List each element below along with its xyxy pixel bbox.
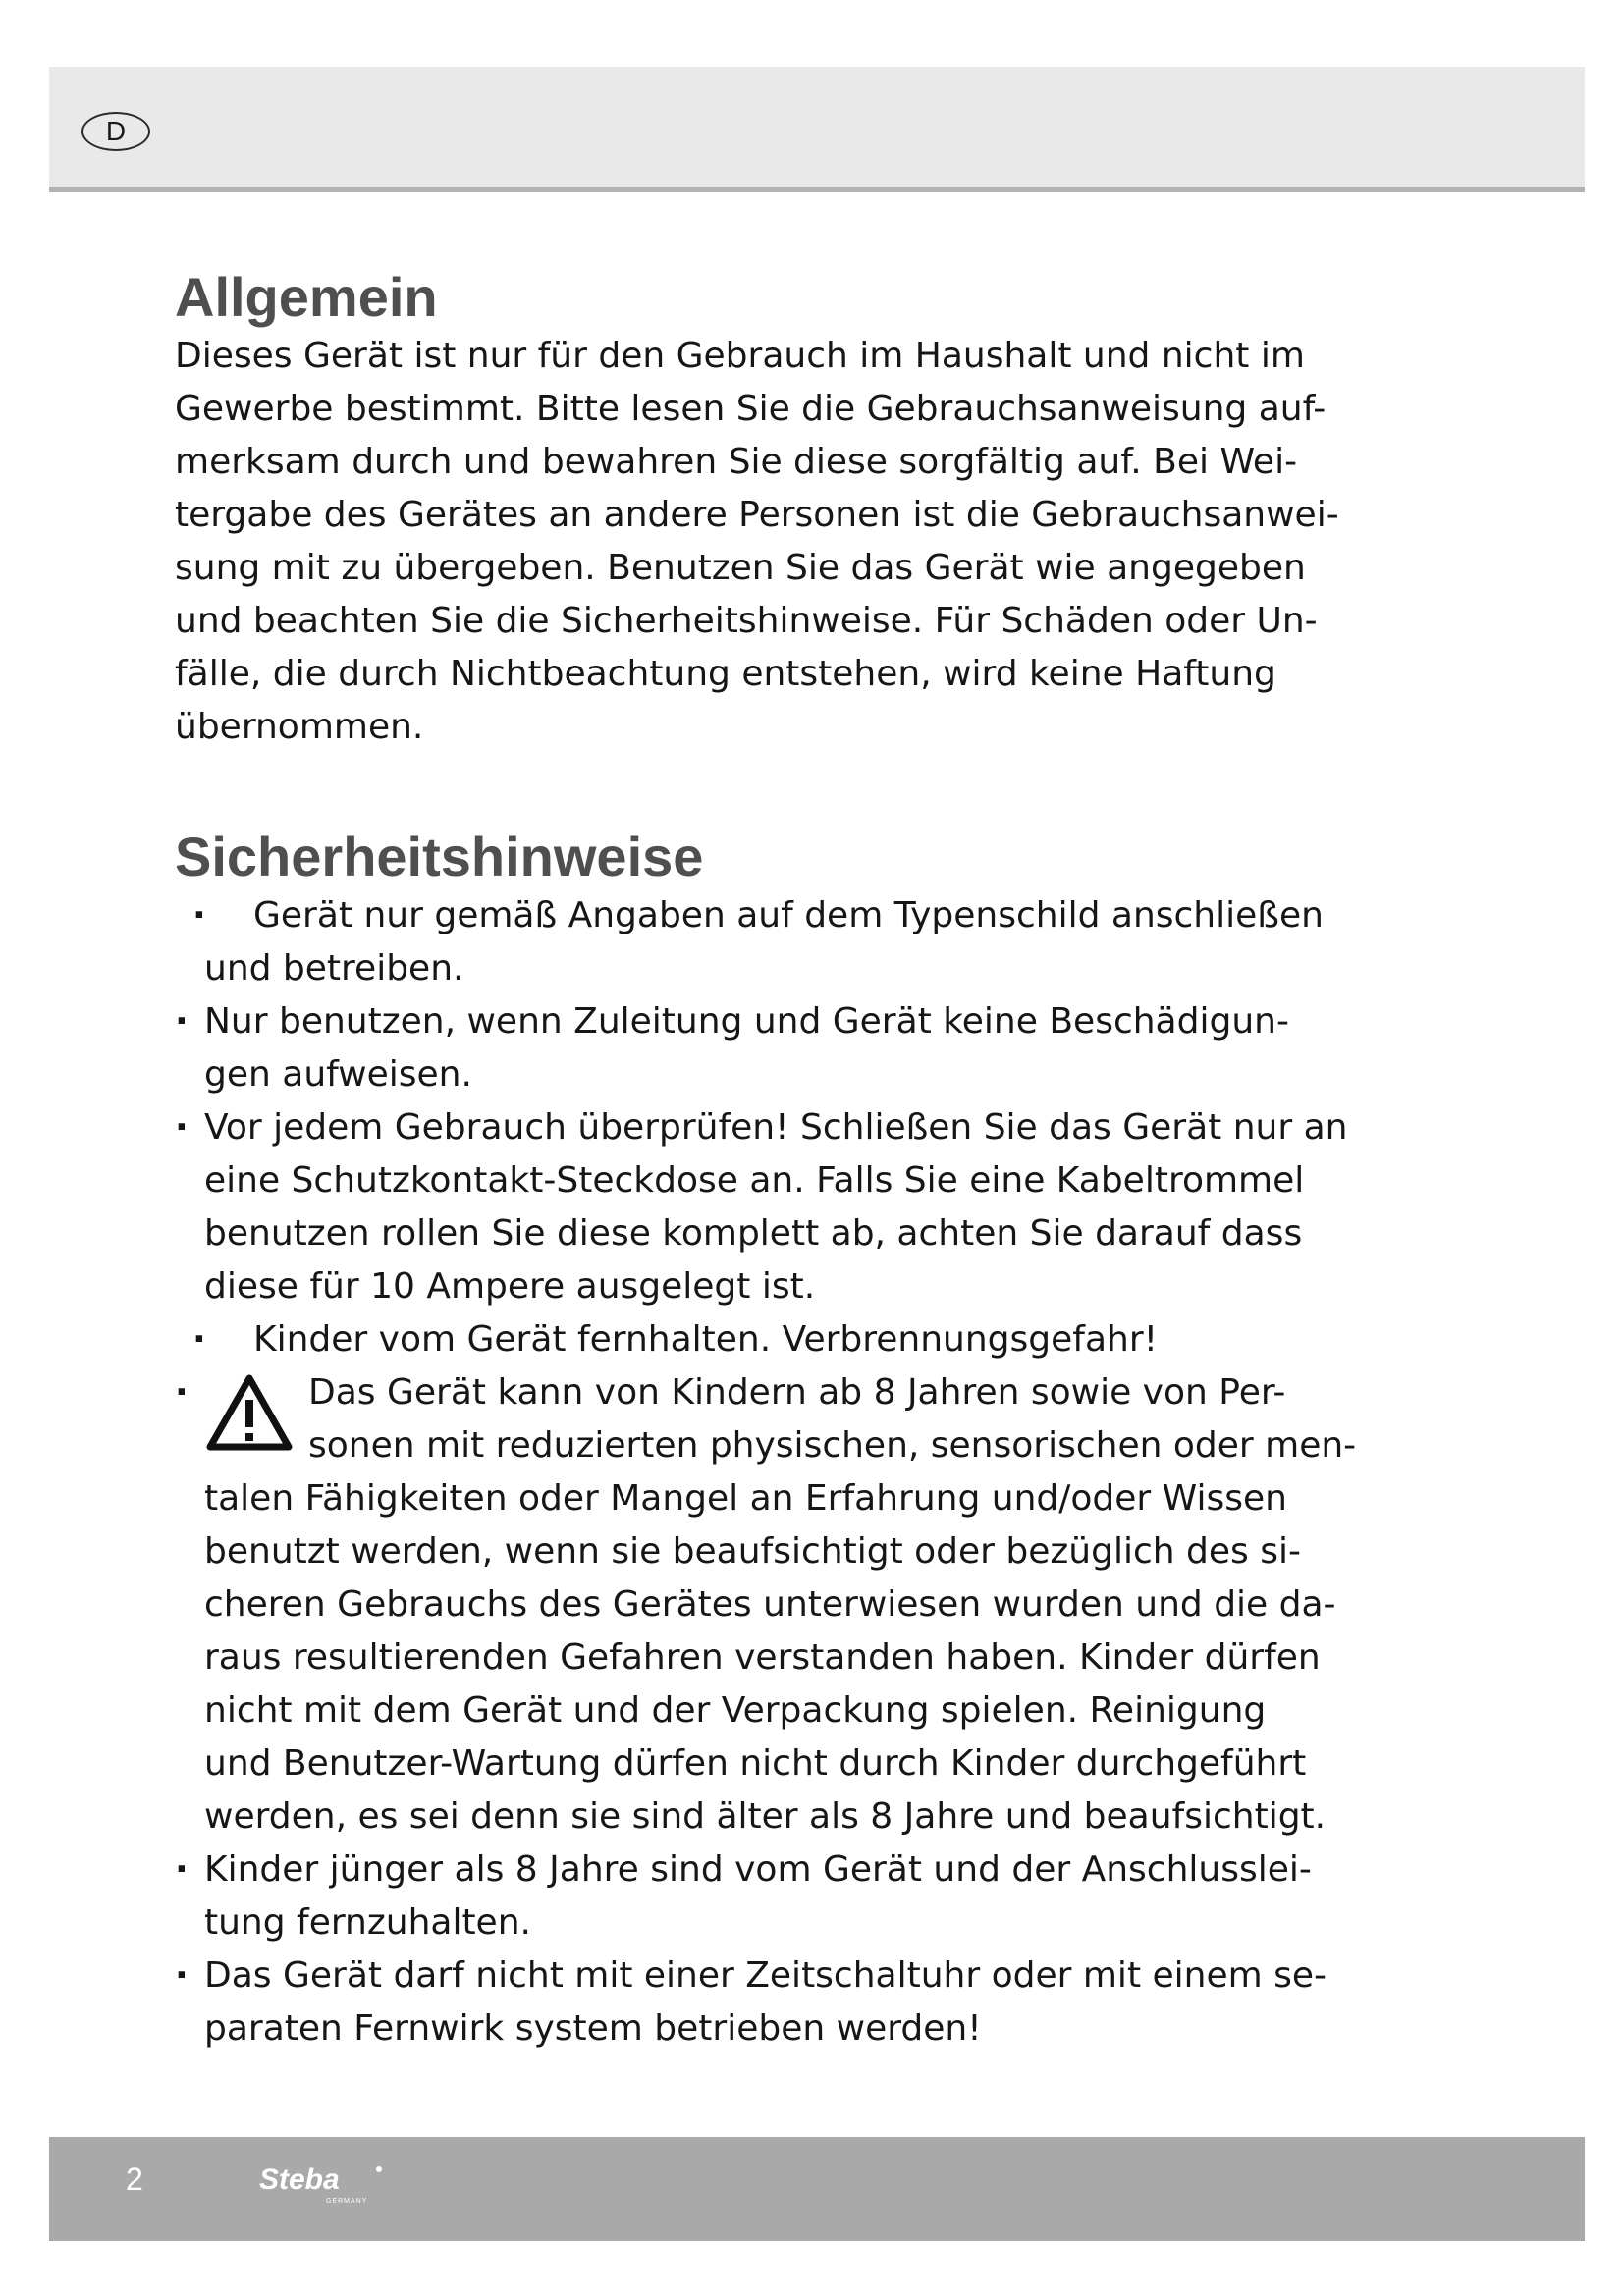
item-line: werden, es sei denn sie sind älter als 8 Jahre und beaufsichtigt. [204,1796,1326,1837]
item-line: diese für 10 Ampere ausgelegt ist. [204,1266,816,1307]
paragraph-line: Dieses Gerät ist nur für den Gebrauch im Haushalt und nicht im [175,336,1305,376]
item-line: Kinder vom Gerät fernhalten. Verbrennungsgefahr! [253,1319,1159,1360]
paragraph-line: tergabe des Gerätes an andere Personen ist die Gebrauchsanwei- [175,495,1339,535]
item-line: tung fernzuhalten. [204,1902,531,1943]
item-line: Das Gerät darf nicht mit einer Zeitschaltuhr oder mit einem se- [204,1955,1327,1996]
item-line: cheren Gebrauchs des Gerätes unterwiesen wurden und die da- [204,1584,1336,1625]
item-line: Vor jedem Gebrauch überprüfen! Schließen Sie das Gerät nur an [204,1107,1348,1148]
brand-text: Steba [259,2163,340,2196]
page-number: 2 [126,2162,143,2197]
safety-item [175,1101,1471,1313]
item-line: Kinder jünger als 8 Jahre sind vom Gerät und der Anschlusslei- [204,1849,1312,1890]
steba-logo [257,2160,414,2207]
bullet: · [175,1849,189,1890]
safety-item [175,889,1471,995]
language-badge: D [81,112,150,151]
item-line: paraten Fernwirk system betrieben werden! [204,2008,982,2049]
safety-list [175,889,1471,2056]
bullet: · [175,1372,189,1413]
item-line: benutzt werden, wenn sie beaufsichtigt oder bezüglich des si- [204,1531,1301,1572]
paragraph-line: übernommen. [175,707,424,747]
safety-item [175,1949,1471,2056]
item-line: sonen mit reduzierten physischen, sensorischen oder men- [308,1425,1357,1466]
bullet: · [175,1107,189,1148]
bullet: · [192,895,206,935]
bullet: · [192,1319,206,1360]
item-line: eine Schutzkontakt-Steckdose an. Falls Sie eine Kabeltrommel [204,1160,1305,1201]
safety-item [175,995,1471,1101]
item-line: Nur benutzen, wenn Zuleitung und Gerät keine Beschädigun- [204,1001,1289,1041]
item-line: benutzen rollen Sie diese komplett ab, achten Sie darauf dass [204,1213,1303,1254]
warning-triangle-icon [204,1372,295,1455]
safety-item [175,1313,1471,1366]
section-title-general: Allgemein [175,266,438,328]
safety-item [175,1843,1471,1949]
paragraph-line: und beachten Sie die Sicherheitshinweise. Für Schäden oder Un- [175,601,1318,641]
bullet: · [175,1955,189,1996]
general-paragraph [175,330,1471,754]
item-line: talen Fähigkeiten oder Mangel an Erfahrung und/oder Wissen [204,1478,1287,1519]
header-band [49,67,1585,192]
paragraph-line: merksam durch und bewahren Sie diese sorgfältig auf. Bei Wei- [175,442,1298,482]
item-line: raus resultierenden Gefahren verstanden haben. Kinder dürfen [204,1637,1321,1678]
safety-item-warning [175,1366,1471,1843]
bullet: · [175,1001,189,1041]
paragraph-line: sung mit zu übergeben. Benutzen Sie das Gerät wie angegeben [175,548,1306,588]
section-title-safety: Sicherheitshinweise [175,826,704,887]
paragraph-line: Gewerbe bestimmt. Bitte lesen Sie die Gebrauchsanweisung auf- [175,389,1326,429]
item-line: nicht mit dem Gerät und der Verpackung spielen. Reinigung [204,1690,1267,1731]
item-line: gen aufweisen. [204,1054,472,1095]
brand-tagline: GERMANY [326,2198,368,2205]
page-content [175,265,1471,2056]
item-line: Das Gerät kann von Kindern ab 8 Jahren sowie von Per- [308,1372,1286,1413]
item-line: und betreiben. [204,948,464,988]
paragraph-line: fälle, die durch Nichtbeachtung entstehen, wird keine Haftung [175,654,1276,694]
item-line: Gerät nur gemäß Angaben auf dem Typenschild anschließen [253,895,1324,935]
item-line: und Benutzer-Wartung dürfen nicht durch Kinder durchgeführt [204,1743,1307,1784]
